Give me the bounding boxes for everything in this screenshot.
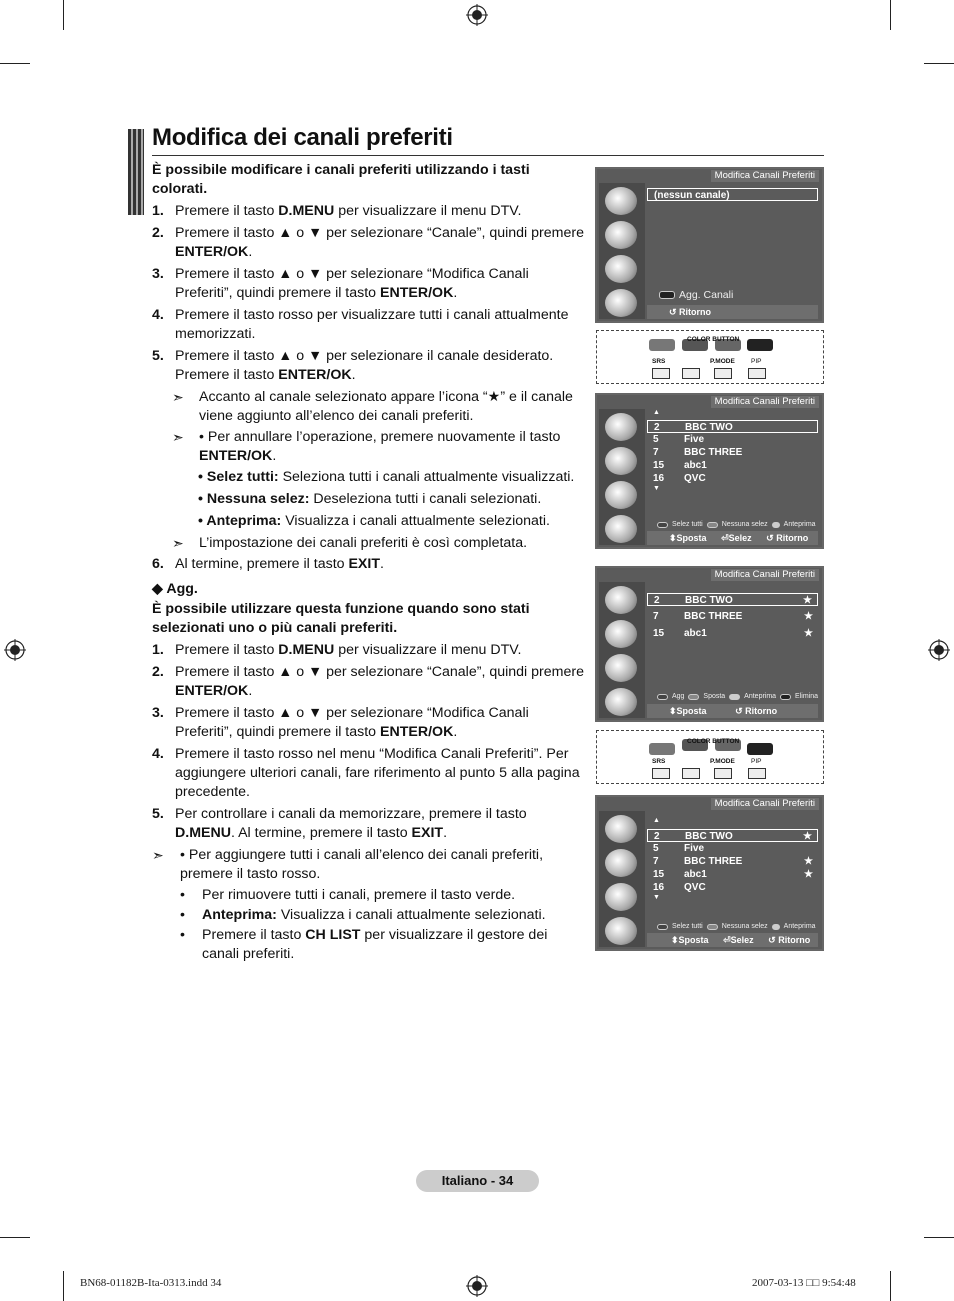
step-3: 3. Premere il tasto ▲ o ▼ per selezionare “Modifica Canali Preferiti”, quindi premere il tasto ENTER/OK. (152, 266, 529, 301)
osd-row[interactable]: 15 abc1 ★ (647, 868, 818, 881)
osd-header: Modifica Canali Preferiti (711, 170, 819, 182)
bullet-item: • Anteprima: Visualizza i canali attualmente selezionati. (180, 907, 546, 923)
pmode-button[interactable] (714, 368, 732, 379)
pip-button[interactable] (748, 368, 766, 379)
red-button[interactable] (649, 339, 675, 351)
green-button-icon (707, 924, 718, 930)
enter-icon: ⏎ (721, 533, 729, 543)
osd-footer: ⬍Sposta ⏎Selez ↺ Ritorno (647, 933, 818, 947)
picture-icon (605, 187, 637, 215)
note-arrow-icon: ➣ (152, 847, 164, 863)
section-edit-favorites (152, 161, 588, 577)
note-arrow-icon: ➣ (172, 389, 184, 405)
pip-button[interactable] (748, 768, 766, 779)
star-icon: ★ (804, 869, 813, 880)
osd-row[interactable]: 7 BBC THREE (653, 447, 743, 458)
section-lead: È possibile utilizzare questa funzione quando sono stati selezionati uno o più canali preferiti. (152, 601, 530, 636)
yellow-button-icon (772, 522, 780, 528)
move-icon: ⬍ (669, 706, 677, 716)
crop-mark (0, 1237, 30, 1238)
sound-icon (605, 221, 637, 249)
osd-row[interactable]: 16 QVC (653, 882, 706, 893)
star-icon: ★ (803, 595, 812, 606)
osd-sidebar (599, 582, 645, 718)
osd-row[interactable]: 2 BBC TWO (647, 420, 818, 433)
crop-mark (890, 0, 891, 30)
channel-icon (605, 481, 637, 509)
crop-mark (890, 1271, 891, 1301)
star-icon: ★ (804, 856, 813, 867)
red-button-icon (657, 924, 668, 930)
red-button-icon (657, 522, 668, 528)
step-5: 5. Premere il tasto ▲ o ▼ per selezionare il canale desiderato. Premere il tasto ENTER/OK. (152, 348, 554, 383)
crop-mark (63, 1271, 64, 1301)
picture-icon (605, 815, 637, 843)
scroll-down-icon: ▼ (653, 485, 660, 492)
remote-color-buttons: COLOR BUTTON SRS P.MODE PIP (596, 730, 824, 784)
step-4: 4. Premere il tasto rosso nel menu “Modifica Canali Preferiti”. Per aggiungere ulteriori canali, fare riferimento al punto 5 alla pagina precedente. (152, 746, 580, 800)
osd-footer: ⬍Sposta ⏎Selez ↺ Ritorno (647, 531, 818, 545)
section-add (152, 580, 588, 965)
scroll-down-icon: ▼ (653, 894, 660, 901)
star-icon: ★ (804, 611, 813, 622)
registration-mark-icon (928, 639, 950, 661)
green-button-icon (707, 522, 718, 528)
step-1: 1. Premere il tasto D.MENU per visualizzare il menu DTV. (152, 203, 522, 219)
osd-screen-list: Modifica Canali Preferiti ▲ 2 BBC TWO 5 Five 7 BBC THREE 15 abc1 16 QVC ▼ Selez tutti Nessuna selez Anteprima ⬍Sposta ⏎Selez ↺ Ritorno (595, 393, 824, 549)
sound-icon (605, 849, 637, 877)
crop-mark (63, 0, 64, 30)
crop-mark (924, 63, 954, 64)
osd-footer: ⬍Sposta ↺ Ritorno (647, 704, 818, 718)
scroll-up-icon: ▲ (653, 409, 660, 416)
return-icon: ↺ (768, 935, 779, 945)
return-icon: ↺ (669, 307, 680, 317)
blue-button[interactable] (747, 743, 773, 755)
setup-icon (605, 917, 637, 945)
enter-icon: ⏎ (723, 935, 731, 945)
channel-icon (605, 255, 637, 283)
osd-row[interactable]: 16 QVC (653, 473, 706, 484)
osd-row[interactable]: 5 Five (653, 434, 705, 445)
print-timestamp: 2007-03-13 □□ 9:54:48 (752, 1277, 856, 1289)
yellow-button-icon (772, 924, 780, 930)
dual-button[interactable] (682, 768, 700, 779)
osd-screen-favorites: Modifica Canali Preferiti 2 BBC TWO ★ 7 BBC THREE ★ 15 abc1 ★ Agg Sposta Anteprima Elimina ⬍Sposta ↺ Ritorno (595, 566, 824, 722)
osd-row[interactable]: 7 BBC THREE ★ (647, 855, 818, 868)
osd-row[interactable]: 7 BBC THREE ★ (647, 610, 818, 623)
red-button[interactable] (649, 743, 675, 755)
crop-mark (924, 1237, 954, 1238)
remote-color-buttons: COLOR BUTTON SRS P.MODE PIP (596, 330, 824, 384)
note: ➣ • Per annullare l’operazione, premere nuovamente il tasto ENTER/OK. (172, 429, 561, 464)
step-2: 2. Premere il tasto ▲ o ▼ per selezionare “Canale”, quindi premere ENTER/OK. (152, 664, 584, 699)
bullet-item: • Premere il tasto CH LIST per visualizzare il gestore dei canali preferiti. (180, 927, 548, 962)
osd-sidebar (599, 811, 645, 947)
red-button-icon (657, 694, 668, 700)
scroll-up-icon: ▲ (653, 817, 660, 824)
note: ➣ • Per aggiungere tutti i canali all’elenco dei canali preferiti, premere il tasto rosso. (152, 847, 544, 882)
srs-button[interactable] (652, 368, 670, 379)
page-number: Italiano - 34 (416, 1170, 539, 1192)
osd-screen-empty: Modifica Canali Preferiti (nessun canale) Agg. Canali ↺ Ritorno (595, 167, 824, 323)
title-accent-bar (128, 129, 144, 215)
osd-sidebar (599, 409, 645, 545)
option-preview: • Anteprima: Visualizza i canali attualmente selezionati. (198, 513, 550, 529)
note: ➣ L’impostazione dei canali preferiti è così completata. (172, 535, 528, 551)
green-button-icon (688, 694, 699, 700)
yellow-button-icon (729, 694, 740, 700)
osd-footer: ↺ Ritorno (647, 305, 818, 319)
print-slug: BN68-01182B-Ita-0313.indd 34 (80, 1277, 222, 1289)
setup-icon (605, 515, 637, 543)
diamond-bullet-icon: ◆ (152, 581, 167, 597)
registration-mark-icon (466, 1275, 488, 1297)
step-3: 3. Premere il tasto ▲ o ▼ per selezionare “Modifica Canali Preferiti”, quindi premere il tasto ENTER/OK. (152, 705, 529, 740)
registration-mark-icon (4, 639, 26, 661)
osd-header: Modifica Canali Preferiti (711, 569, 819, 581)
channel-icon (605, 654, 637, 682)
star-icon: ★ (803, 831, 812, 842)
picture-icon (605, 413, 637, 441)
section-heading: ◆ Agg. (152, 581, 198, 597)
osd-sidebar (599, 183, 645, 319)
step-5: 5. Per controllare i canali da memorizzare, premere il tasto D.MENU. Al termine, premere il tasto EXIT. (152, 806, 527, 841)
step-2: 2. Premere il tasto ▲ o ▼ per selezionare “Canale”, quindi premere ENTER/OK. (152, 225, 584, 260)
red-button-icon (659, 291, 675, 299)
setup-icon (605, 289, 637, 317)
option-select-none: • Nessuna selez: Deseleziona tutti i canali selezionati. (198, 491, 542, 507)
page-title: Modifica dei canali preferiti (152, 124, 453, 151)
return-icon: ↺ (735, 706, 746, 716)
osd-row[interactable]: (nessun canale) (647, 188, 818, 201)
option-select-all: • Selez tutti: Seleziona tutti i canali attualmente visualizzati. (198, 469, 575, 485)
section-lead: È possibile modificare i canali preferiti utilizzando i tasti colorati. (152, 162, 530, 197)
osd-row[interactable]: 15 abc1 ★ (647, 627, 818, 640)
channel-icon (605, 883, 637, 911)
crop-mark (0, 63, 30, 64)
step-4: 4. Premere il tasto rosso per visualizzare tutti i canali attualmente memorizzati. (152, 307, 569, 342)
picture-icon (605, 586, 637, 614)
sound-icon (605, 620, 637, 648)
step-6: 6. Al termine, premere il tasto EXIT. (152, 556, 384, 572)
star-icon: ★ (804, 628, 813, 639)
blue-button-icon (780, 694, 791, 700)
osd-row[interactable]: 5 Five (653, 843, 705, 854)
dual-button[interactable] (682, 368, 700, 379)
blue-button[interactable] (747, 339, 773, 351)
move-icon: ⬍ (671, 935, 679, 945)
note-arrow-icon: ➣ (172, 429, 184, 445)
osd-row[interactable]: 2 BBC TWO ★ (647, 593, 818, 606)
registration-mark-icon (466, 4, 488, 26)
return-icon: ↺ (766, 533, 777, 543)
step-1: 1. Premere il tasto D.MENU per visualizzare il menu DTV. (152, 642, 522, 658)
osd-row[interactable]: 15 abc1 (653, 460, 707, 471)
osd-screen-list-starred: Modifica Canali Preferiti ▲ 2 BBC TWO ★ 5 Five 7 BBC THREE ★ 15 abc1 ★ 16 QVC ▼ Selez tutti Nessuna selez Anteprima ⬍Sposta ⏎Selez ↺ Ritorno (595, 795, 824, 951)
title-divider (152, 155, 824, 156)
move-icon: ⬍ (669, 533, 677, 543)
bullet-item: • Per rimuovere tutti i canali, premere il tasto verde. (180, 887, 516, 903)
osd-header: Modifica Canali Preferiti (711, 798, 819, 810)
pmode-button[interactable] (714, 768, 732, 779)
note: ➣ Accanto al canale selezionato appare l’icona “★” e il canale viene aggiunto all’elenco dei canali preferiti. (172, 389, 573, 424)
sound-icon (605, 447, 637, 475)
note-arrow-icon: ➣ (172, 535, 184, 551)
setup-icon (605, 688, 637, 716)
osd-header: Modifica Canali Preferiti (711, 396, 819, 408)
osd-row[interactable]: 2 BBC TWO ★ (647, 829, 818, 842)
srs-button[interactable] (652, 768, 670, 779)
